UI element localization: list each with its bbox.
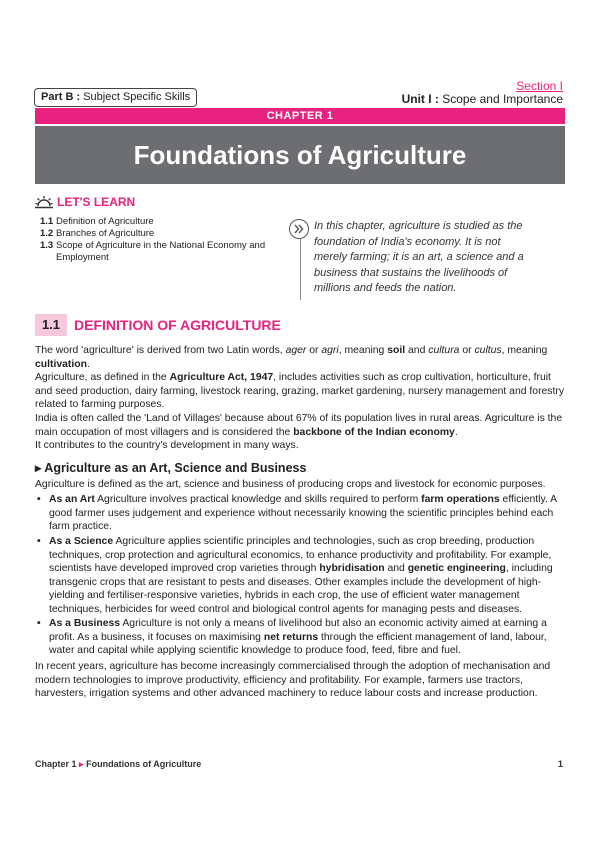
bullet-science bbox=[35, 535, 565, 617]
text: and bbox=[384, 563, 408, 575]
bullet-dot-icon: • bbox=[37, 494, 41, 505]
text: through the efficient management of land, labour, water and capital while applying scientific knowledge to produce food, feed, fibre and fuel. bbox=[49, 631, 547, 657]
latin-word: cultus bbox=[474, 345, 502, 356]
paragraph-commercialisation: In recent years, agriculture has become increasingly commercialised through the adoption of mechanisation and modern technologies to improve productivity, efficiency and profitability. For example, farmers use tractors, harvesters, irrigation systems and other advanced machinery to reduce labour costs and increase production. bbox=[35, 661, 551, 700]
latin-word: agri bbox=[321, 345, 339, 356]
lets-learn-item bbox=[40, 216, 290, 228]
unit-label: Unit I : bbox=[401, 92, 439, 106]
text: . bbox=[454, 426, 458, 438]
part-text: Subject Specific Skills bbox=[83, 91, 191, 103]
page-number: 1 bbox=[557, 759, 563, 770]
bullet-label: As a Science bbox=[49, 536, 114, 547]
lets-learn-list bbox=[40, 216, 290, 264]
bullet-business bbox=[35, 617, 565, 658]
subheading bbox=[35, 460, 306, 475]
subheading-text: Agriculture as an Art, Science and Business bbox=[44, 461, 307, 475]
paragraph-definition: Agriculture is defined as the art, science and business of producing crops and livestock for economic purposes. bbox=[35, 479, 546, 490]
part-label: Part B : bbox=[41, 91, 81, 103]
chapter-title: Foundations of Agriculture bbox=[35, 126, 565, 184]
bullet-label: As a Business bbox=[49, 618, 121, 629]
paragraph-etymology bbox=[35, 344, 565, 371]
intro-divider bbox=[300, 238, 301, 300]
triangle-right-icon: ▸ bbox=[79, 759, 84, 769]
keyword: backbone of the Indian economy bbox=[293, 426, 455, 438]
keyword: net returns bbox=[263, 631, 319, 643]
bullet-dot-icon: • bbox=[37, 536, 41, 547]
lets-learn-item-text: Branches of Agriculture bbox=[56, 228, 155, 239]
text: or bbox=[459, 345, 475, 356]
text: or bbox=[306, 345, 322, 356]
keyword: cultivation bbox=[35, 358, 87, 370]
text: Agriculture applies scientific principles and technologies, such as crop breeding, production techniques, crop protection and agricultural economics, to enhance productivity and profitability. For example, scientists have developed improved crop varieties through bbox=[49, 536, 552, 575]
lets-learn-item-num: 1.1 bbox=[40, 216, 54, 227]
text: Agriculture, as defined in the bbox=[35, 372, 170, 383]
lets-learn-item bbox=[40, 240, 290, 264]
lets-learn-item-num: 1.2 bbox=[40, 228, 54, 239]
chapter-bar: CHAPTER 1 bbox=[35, 108, 565, 124]
bullet-dot-icon: • bbox=[37, 618, 41, 629]
sun-icon bbox=[35, 195, 53, 209]
text: India is often called the 'Land of Villages' because about 67% of its population lives in rural areas. Agriculture is the main occupation of most villagers and is considered the bbox=[35, 413, 563, 438]
chevrons-right-icon bbox=[289, 219, 309, 239]
unit-text: Scope and Importance bbox=[442, 92, 563, 106]
latin-word: cultura bbox=[428, 345, 460, 356]
footer-chapter: Chapter 1 bbox=[35, 759, 77, 769]
lets-learn-title: LET'S LEARN bbox=[57, 195, 136, 209]
text: . bbox=[86, 358, 90, 370]
lets-learn-item-text: Scope of Agriculture in the National Economy and Employment bbox=[56, 240, 266, 263]
text: and bbox=[405, 345, 429, 356]
paragraph-contribution: It contributes to the country's development in many ways. bbox=[35, 440, 299, 451]
bullet-art bbox=[35, 493, 565, 534]
keyword: Agriculture Act, 1947 bbox=[169, 372, 274, 383]
text: The word 'agriculture' is derived from two Latin words, bbox=[35, 345, 286, 356]
footer-title: Foundations of Agriculture bbox=[86, 759, 202, 769]
text: , including transgenic crops that are resistant to pests and diseases. Other examples include the development of high-yielding and fertiliser-responsive varieties, hybrids in each crop, the use of efficient water management techniques, herbicides for weed control and biological control agents for managing pests and diseases. bbox=[49, 563, 553, 615]
bullet-label: As an Art bbox=[49, 494, 95, 505]
keyword: hybridisation bbox=[319, 563, 385, 575]
text: , meaning bbox=[501, 345, 548, 356]
triangle-right-icon: ▸ bbox=[35, 461, 42, 475]
section-label: Section I bbox=[516, 79, 563, 93]
paragraph-villages bbox=[35, 412, 565, 439]
part-label-box bbox=[34, 88, 197, 107]
footer-running-title bbox=[35, 759, 201, 770]
keyword: genetic engineering bbox=[407, 563, 506, 575]
section-number: 1.1 bbox=[35, 314, 67, 336]
text: efficiently. A good farmer uses judgement and experience without necessarily knowing the scientific principles behind each farm practice. bbox=[49, 494, 557, 533]
section-title: DEFINITION OF AGRICULTURE bbox=[74, 317, 281, 333]
unit-label-line bbox=[402, 92, 563, 106]
text: Agriculture involves practical knowledge and skills required to perform bbox=[94, 494, 422, 505]
lets-learn-item-text: Definition of Agriculture bbox=[56, 216, 154, 227]
intro-text: In this chapter, agriculture is studied as the foundation of India's economy. It is not merely farming; it is an art, a science and a business that sustains the livelihoods of millions and feeds the nation. bbox=[314, 220, 524, 294]
lets-learn-item bbox=[40, 228, 290, 240]
keyword: soil bbox=[387, 345, 406, 356]
text: , meaning bbox=[338, 345, 388, 356]
lets-learn-item-num: 1.3 bbox=[40, 240, 54, 251]
keyword: farm operations bbox=[421, 494, 500, 505]
paragraph-act-definition bbox=[35, 371, 565, 412]
text: , includes activities such as crop cultivation, horticulture, fruit and seed production, dairy farming, livestock rearing, grazing, market gardening, nursery management and forestry related to farming purposes. bbox=[35, 372, 565, 411]
text: Agriculture is not only a means of livelihood but also an economic activity aimed at earning a profit. As a business, it focuses on maximising bbox=[49, 618, 547, 643]
latin-word: ager bbox=[285, 345, 307, 356]
